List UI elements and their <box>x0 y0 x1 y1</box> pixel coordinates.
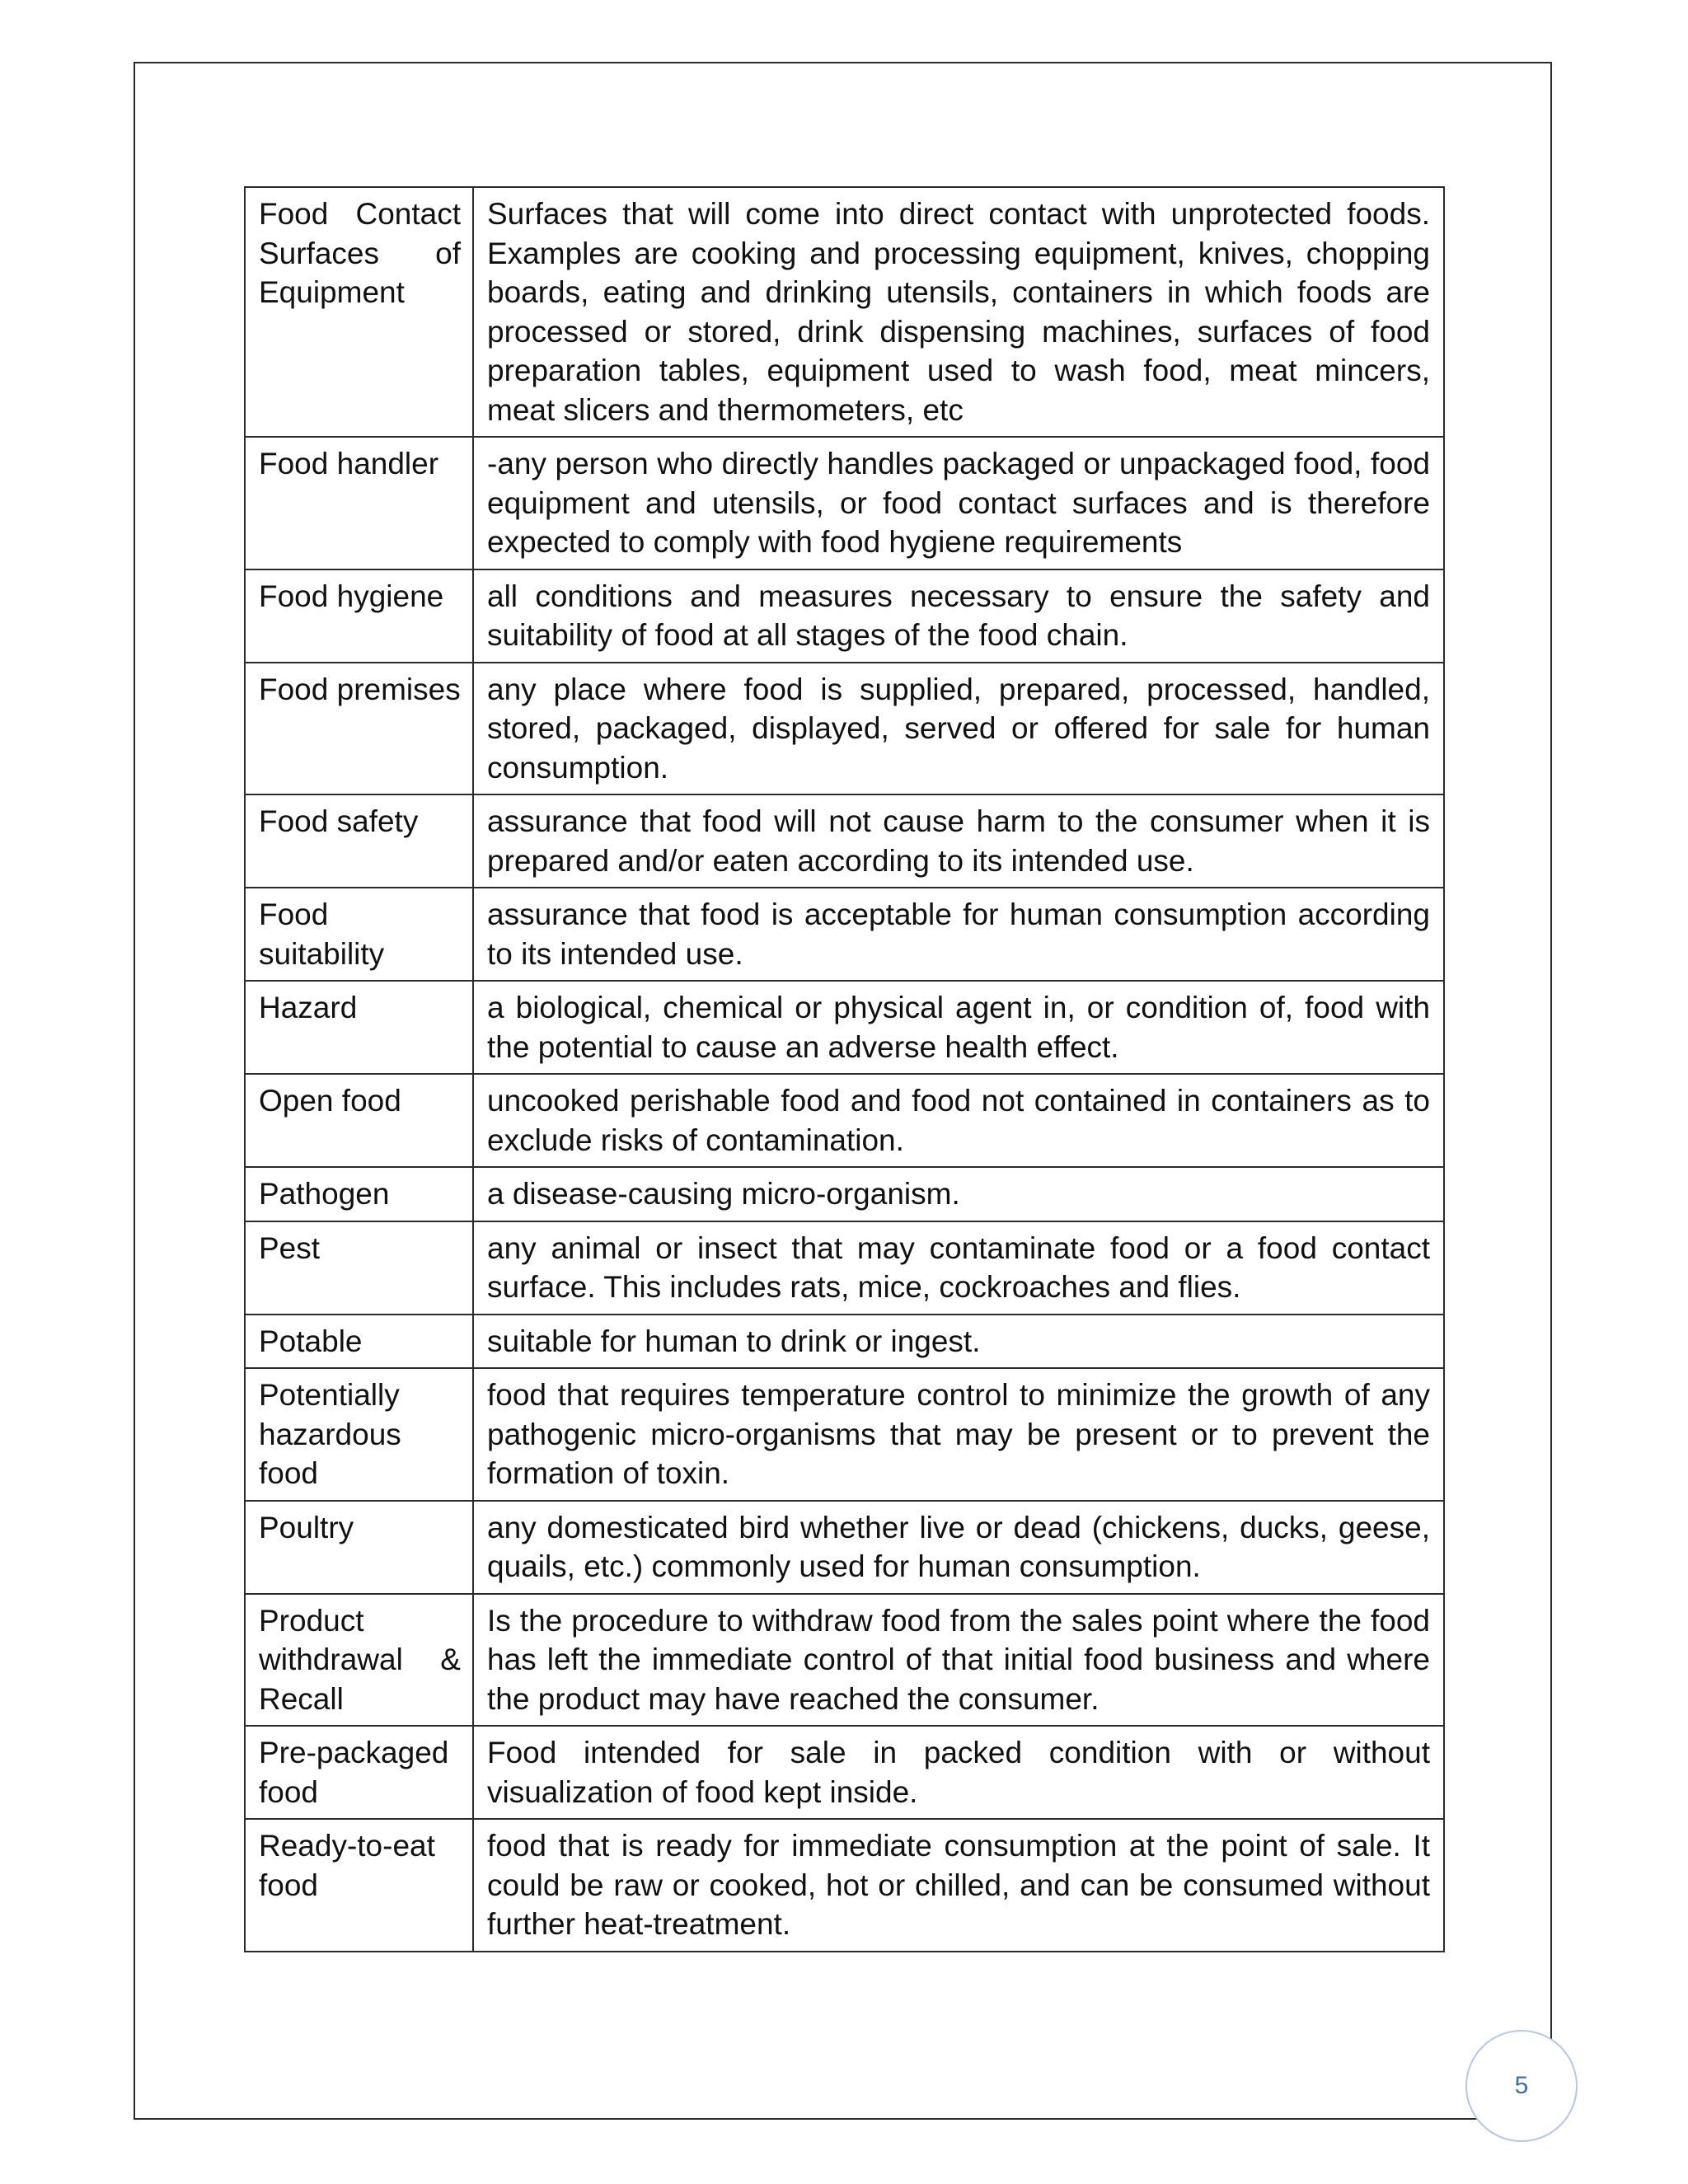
term-cell: Food safety <box>245 794 473 888</box>
definition-cell: any place where food is supplied, prepared, processed, handled, stored, packaged, displayed, served or offered for sale for human consumption. <box>473 663 1444 795</box>
table-row <box>245 569 1444 663</box>
term-cell: Food premises <box>245 663 473 795</box>
definition-cell: assurance that food will not cause harm to the consumer when it is prepared and/or eaten according to its intended use. <box>473 794 1444 888</box>
term-cell: Food handler <box>245 437 473 569</box>
table-row <box>245 888 1444 981</box>
table-row <box>245 1726 1444 1819</box>
term-cell: Open food <box>245 1074 473 1167</box>
definition-cell: any domesticated bird whether live or dead (chickens, ducks, geese, quails, etc.) commonly used for human consumption. <box>473 1501 1444 1594</box>
term-cell: Pre-packaged food <box>245 1726 473 1819</box>
definition-cell: a disease-causing micro-organism. <box>473 1167 1444 1221</box>
definition-cell: all conditions and measures necessary to ensure the safety and suitability of food at all stages of the food chain. <box>473 569 1444 663</box>
term-cell: Product withdrawal & Recall <box>245 1594 473 1727</box>
definition-cell: food that requires temperature control to minimize the growth of any pathogenic micro-organisms that may be present or to prevent the formation of toxin. <box>473 1368 1444 1501</box>
definition-cell: Food intended for sale in packed condition with or without visualization of food kept inside. <box>473 1726 1444 1819</box>
term-cell: Food Contact Surfaces of Equipment <box>245 187 473 437</box>
definition-cell: suitable for human to drink or ingest. <box>473 1315 1444 1369</box>
definition-cell: uncooked perishable food and food not contained in containers as to exclude risks of contamination. <box>473 1074 1444 1167</box>
definition-cell: assurance that food is acceptable for human consumption according to its intended use. <box>473 888 1444 981</box>
definition-cell: food that is ready for immediate consumption at the point of sale. It could be raw or cooked, hot or chilled, and can be consumed without further heat-treatment. <box>473 1819 1444 1952</box>
table-row <box>245 1315 1444 1369</box>
table-row <box>245 663 1444 795</box>
definition-cell: any animal or insect that may contaminate food or a food contact surface. This includes rats, mice, cockroaches and flies. <box>473 1221 1444 1315</box>
term-cell: Ready-to-eat food <box>245 1819 473 1952</box>
table-row <box>245 981 1444 1074</box>
table-row <box>245 1501 1444 1594</box>
term-cell: Food hygiene <box>245 569 473 663</box>
table-row <box>245 1819 1444 1952</box>
table-row <box>245 1167 1444 1221</box>
term-cell: Potentially hazardous food <box>245 1368 473 1501</box>
term-cell: Pest <box>245 1221 473 1315</box>
definition-cell: Surfaces that will come into direct contact with unprotected foods. Examples are cooking and processing equipment, knives, chopping boards, eating and drinking utensils, containers in which foods are processed or stored, drink dispensing machines, surfaces of food preparation tables, equipment used to wash food, meat mincers, meat slicers and thermometers, etc <box>473 187 1444 437</box>
term-cell: Potable <box>245 1315 473 1369</box>
term-cell: Pathogen <box>245 1167 473 1221</box>
term-cell: Hazard <box>245 981 473 1074</box>
term-cell: Poultry <box>245 1501 473 1594</box>
table-row <box>245 1221 1444 1315</box>
table-row <box>245 794 1444 888</box>
definition-cell: a biological, chemical or physical agent in, or condition of, food with the potential to cause an adverse health effect. <box>473 981 1444 1074</box>
table-row <box>245 187 1444 437</box>
definition-cell: Is the procedure to withdraw food from the sales point where the food has left the immediate control of that initial food business and where the product may have reached the consumer. <box>473 1594 1444 1727</box>
glossary-table <box>244 186 1445 1952</box>
table-row <box>245 1368 1444 1501</box>
table-row <box>245 1074 1444 1167</box>
page-number: 5 <box>1465 2030 1578 2142</box>
table-row <box>245 1594 1444 1727</box>
term-cell: Food suitability <box>245 888 473 981</box>
definition-cell: -any person who directly handles packaged or unpackaged food, food equipment and utensils, or food contact surfaces and is therefore expected to comply with food hygiene requirements <box>473 437 1444 569</box>
table-row <box>245 437 1444 569</box>
